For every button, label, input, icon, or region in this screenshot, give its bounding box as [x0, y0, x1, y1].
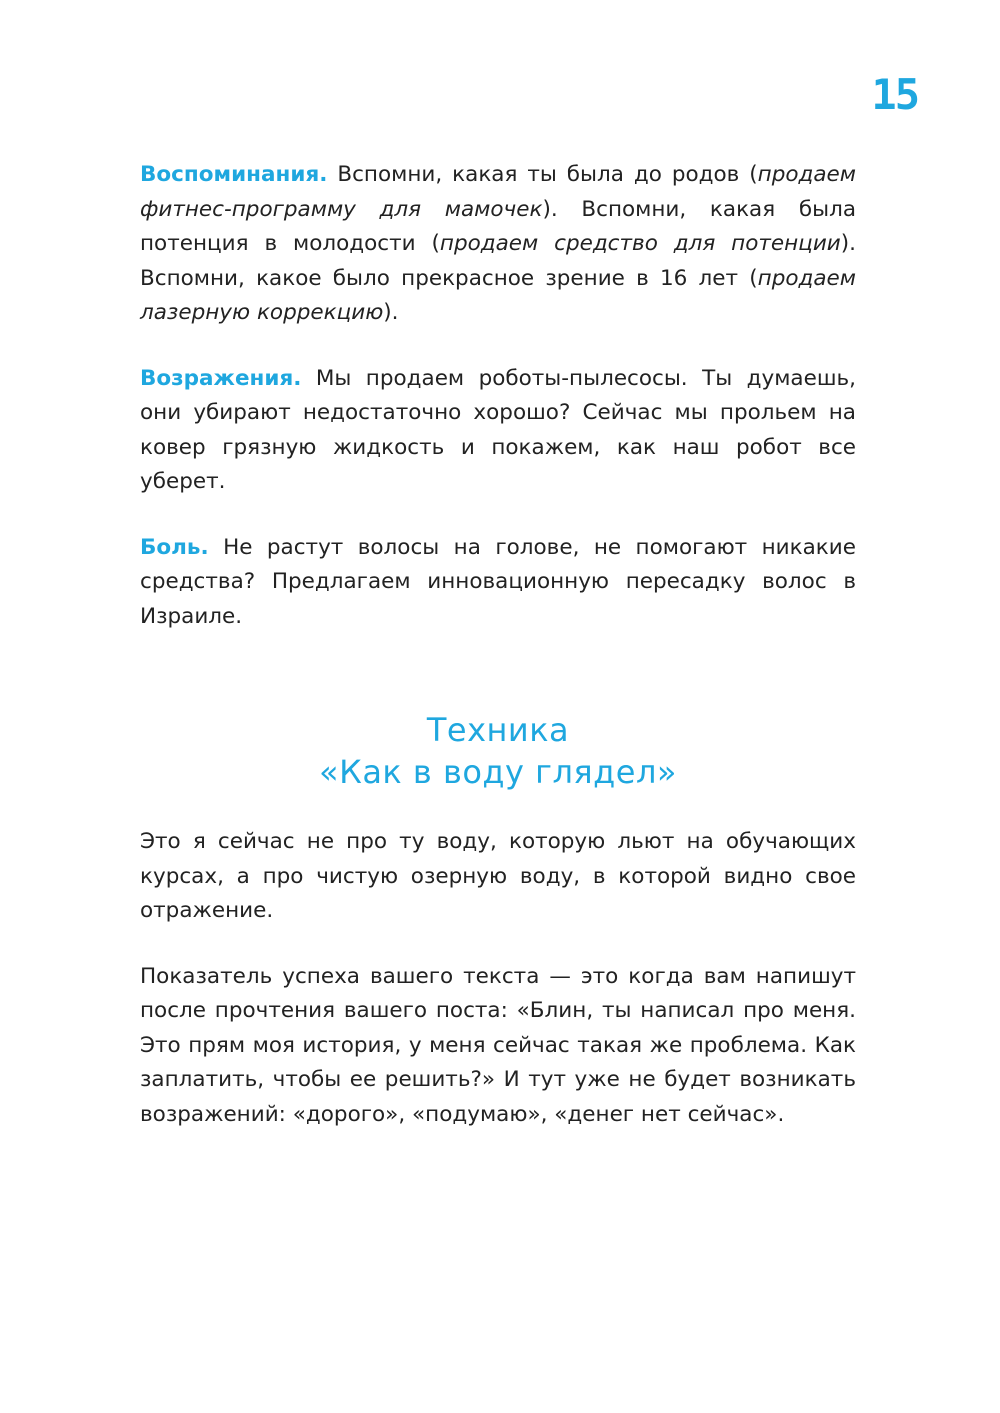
paragraph-text: Вспомни, какая ты была до родов ( — [327, 162, 758, 187]
paragraph-italic: продаем фитнес-программу для мамочек — [140, 162, 856, 222]
paragraph-objections — [140, 362, 856, 500]
paragraph-water: Это я сейчас не про ту воду, которую льют на обучающих курсах, а про чистую озерную воду, в которой видно свое отражение. — [140, 829, 856, 923]
page-number: 15 — [871, 70, 918, 119]
paragraph-pain — [140, 531, 856, 635]
paragraph-text: ). Вспомни, какая была потенция в молодости ( — [140, 196, 856, 256]
paragraph-text: Мы продаем роботы-пылесосы. Ты думаешь, они убирают недостаточно хорошо? Сейчас мы прольем на ковер грязную жидкость и покажем, как наш робот все уберет. — [140, 365, 856, 494]
paragraph-lead-objections: Возражения. — [140, 365, 302, 391]
paragraph-text: ). Вспомни, какое было прекрасное зрение в 16 лет ( — [140, 231, 856, 291]
paragraph-success-indicator: Показатель успеха вашего текста — это когда вам напишут после прочтения вашего поста: «Блин, ты написал про меня. Это прям моя история, у меня сейчас такая же проблема. Как заплатить, чтобы ее решить?» И тут уже не будет возникать возражений: «дорого», «подумаю», «денег нет сейчас». — [140, 963, 856, 1127]
section-heading-line-1: Техника — [426, 711, 570, 749]
page-content — [140, 158, 856, 1132]
paragraph-text: Не растут волосы на голове, не помогают никакие средства? Предлагаем инновационную пересадку волос в Израиле. — [140, 534, 856, 629]
paragraph-lead-memories: Воспоминания. — [140, 162, 328, 187]
paragraph-italic: продаем средство для потенции — [439, 231, 841, 256]
section-heading-line-2: «Как в воду глядел» — [319, 753, 677, 791]
paragraph-lead-pain: Боль. — [140, 534, 209, 560]
section-heading — [140, 709, 856, 793]
paragraph-text: ). — [383, 300, 399, 325]
paragraph-italic: продаем лазерную коррекцию — [140, 265, 856, 325]
paragraph-memories — [140, 158, 856, 331]
